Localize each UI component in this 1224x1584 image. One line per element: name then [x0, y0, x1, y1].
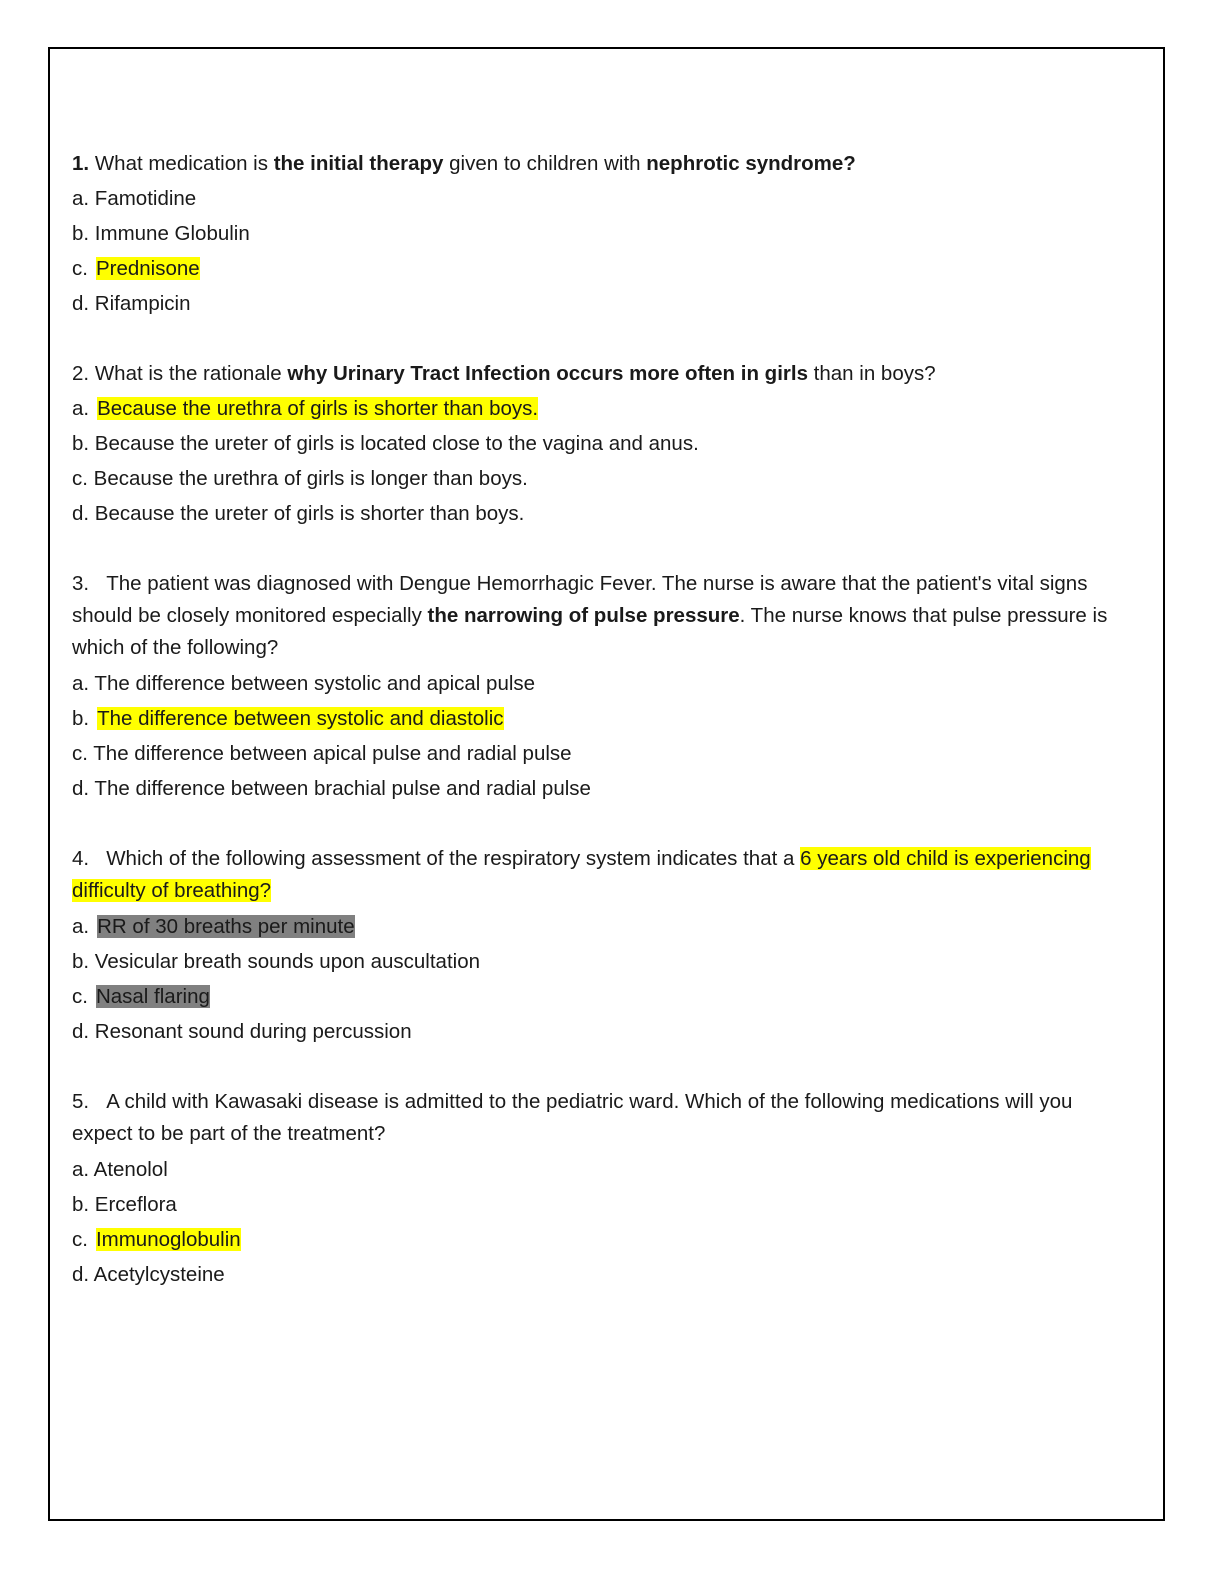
option: d. Rifampicin — [72, 292, 191, 315]
question-3-stem: 3. The patient was diagnosed with Dengue Hemorrhagic Fever. The nurse is aware that the patient's vital signs should be closely monitored especially the narrowing of pulse pressure. The nurse knows that pulse pressure is which of the following? — [72, 572, 1108, 659]
question-5-stem: 5. A child with Kawasaki disease is admitted to the pediatric ward. Which of the following medications will you expect to be part of the treatment? — [72, 1090, 1073, 1145]
question-number: 4. — [72, 847, 90, 870]
stem-highlight: 6 years old child is experiencing difficulty of breathing? — [72, 847, 1091, 902]
question-number: 5. — [72, 1090, 90, 1113]
answer-highlight: Prednisone — [95, 257, 200, 280]
option: c. Because the urethra of girls is longer than boys. — [72, 467, 528, 490]
option-correct: c. Immunoglobulin — [72, 1228, 241, 1251]
answer-highlight: Because the urethra of girls is shorter than boys. — [97, 397, 539, 420]
question-4-stem: 4. Which of the following assessment of the respiratory system indicates that a 6 years old child is experiencing difficulty of breathing? — [72, 847, 1091, 902]
option: a. The difference between systolic and apical pulse — [72, 672, 536, 695]
option: b. Immune Globulin — [72, 222, 250, 245]
gray-highlight: RR of 30 breaths per minute — [97, 915, 355, 938]
option: a. Atenolol — [72, 1158, 168, 1181]
option: d. Resonant sound during percussion — [72, 1020, 412, 1043]
quiz-content — [72, 146, 1122, 1292]
question-5 — [72, 1084, 1122, 1292]
option: b. Because the ureter of girls is located close to the vagina and anus. — [72, 432, 699, 455]
option: b. Erceflora — [72, 1193, 177, 1216]
question-number: 3. — [72, 572, 90, 595]
option: d. The difference between brachial pulse and radial pulse — [72, 777, 591, 800]
option: a. Famotidine — [72, 187, 197, 210]
option: b. Vesicular breath sounds upon auscultation — [72, 950, 480, 973]
option-correct: a. Because the urethra of girls is shorter than boys. — [72, 397, 539, 420]
answer-highlight: Immunoglobulin — [95, 1228, 241, 1251]
question-4 — [72, 841, 1122, 1049]
gray-highlight: Nasal flaring — [95, 985, 210, 1008]
question-2-stem: 2. What is the rationale why Urinary Tract Infection occurs more often in girls than in boys? — [72, 362, 936, 385]
question-1-stem: 1. What medication is the initial therapy given to children with nephrotic syndrome? — [72, 152, 856, 175]
option: d. Acetylcysteine — [72, 1263, 225, 1286]
question-3 — [72, 566, 1122, 806]
option: c. The difference between apical pulse and radial pulse — [72, 742, 572, 765]
option-correct: b. The difference between systolic and diastolic — [72, 707, 504, 730]
option-marked: a. RR of 30 breaths per minute — [72, 915, 355, 938]
option: d. Because the ureter of girls is shorter than boys. — [72, 502, 525, 525]
question-number: 2. — [72, 362, 90, 385]
question-1 — [72, 146, 1122, 321]
option-marked: c. Nasal flaring — [72, 985, 210, 1008]
answer-highlight: The difference between systolic and diastolic — [97, 707, 504, 730]
question-2 — [72, 356, 1122, 531]
question-number: 1. — [72, 152, 90, 175]
option-correct: c. Prednisone — [72, 257, 200, 280]
